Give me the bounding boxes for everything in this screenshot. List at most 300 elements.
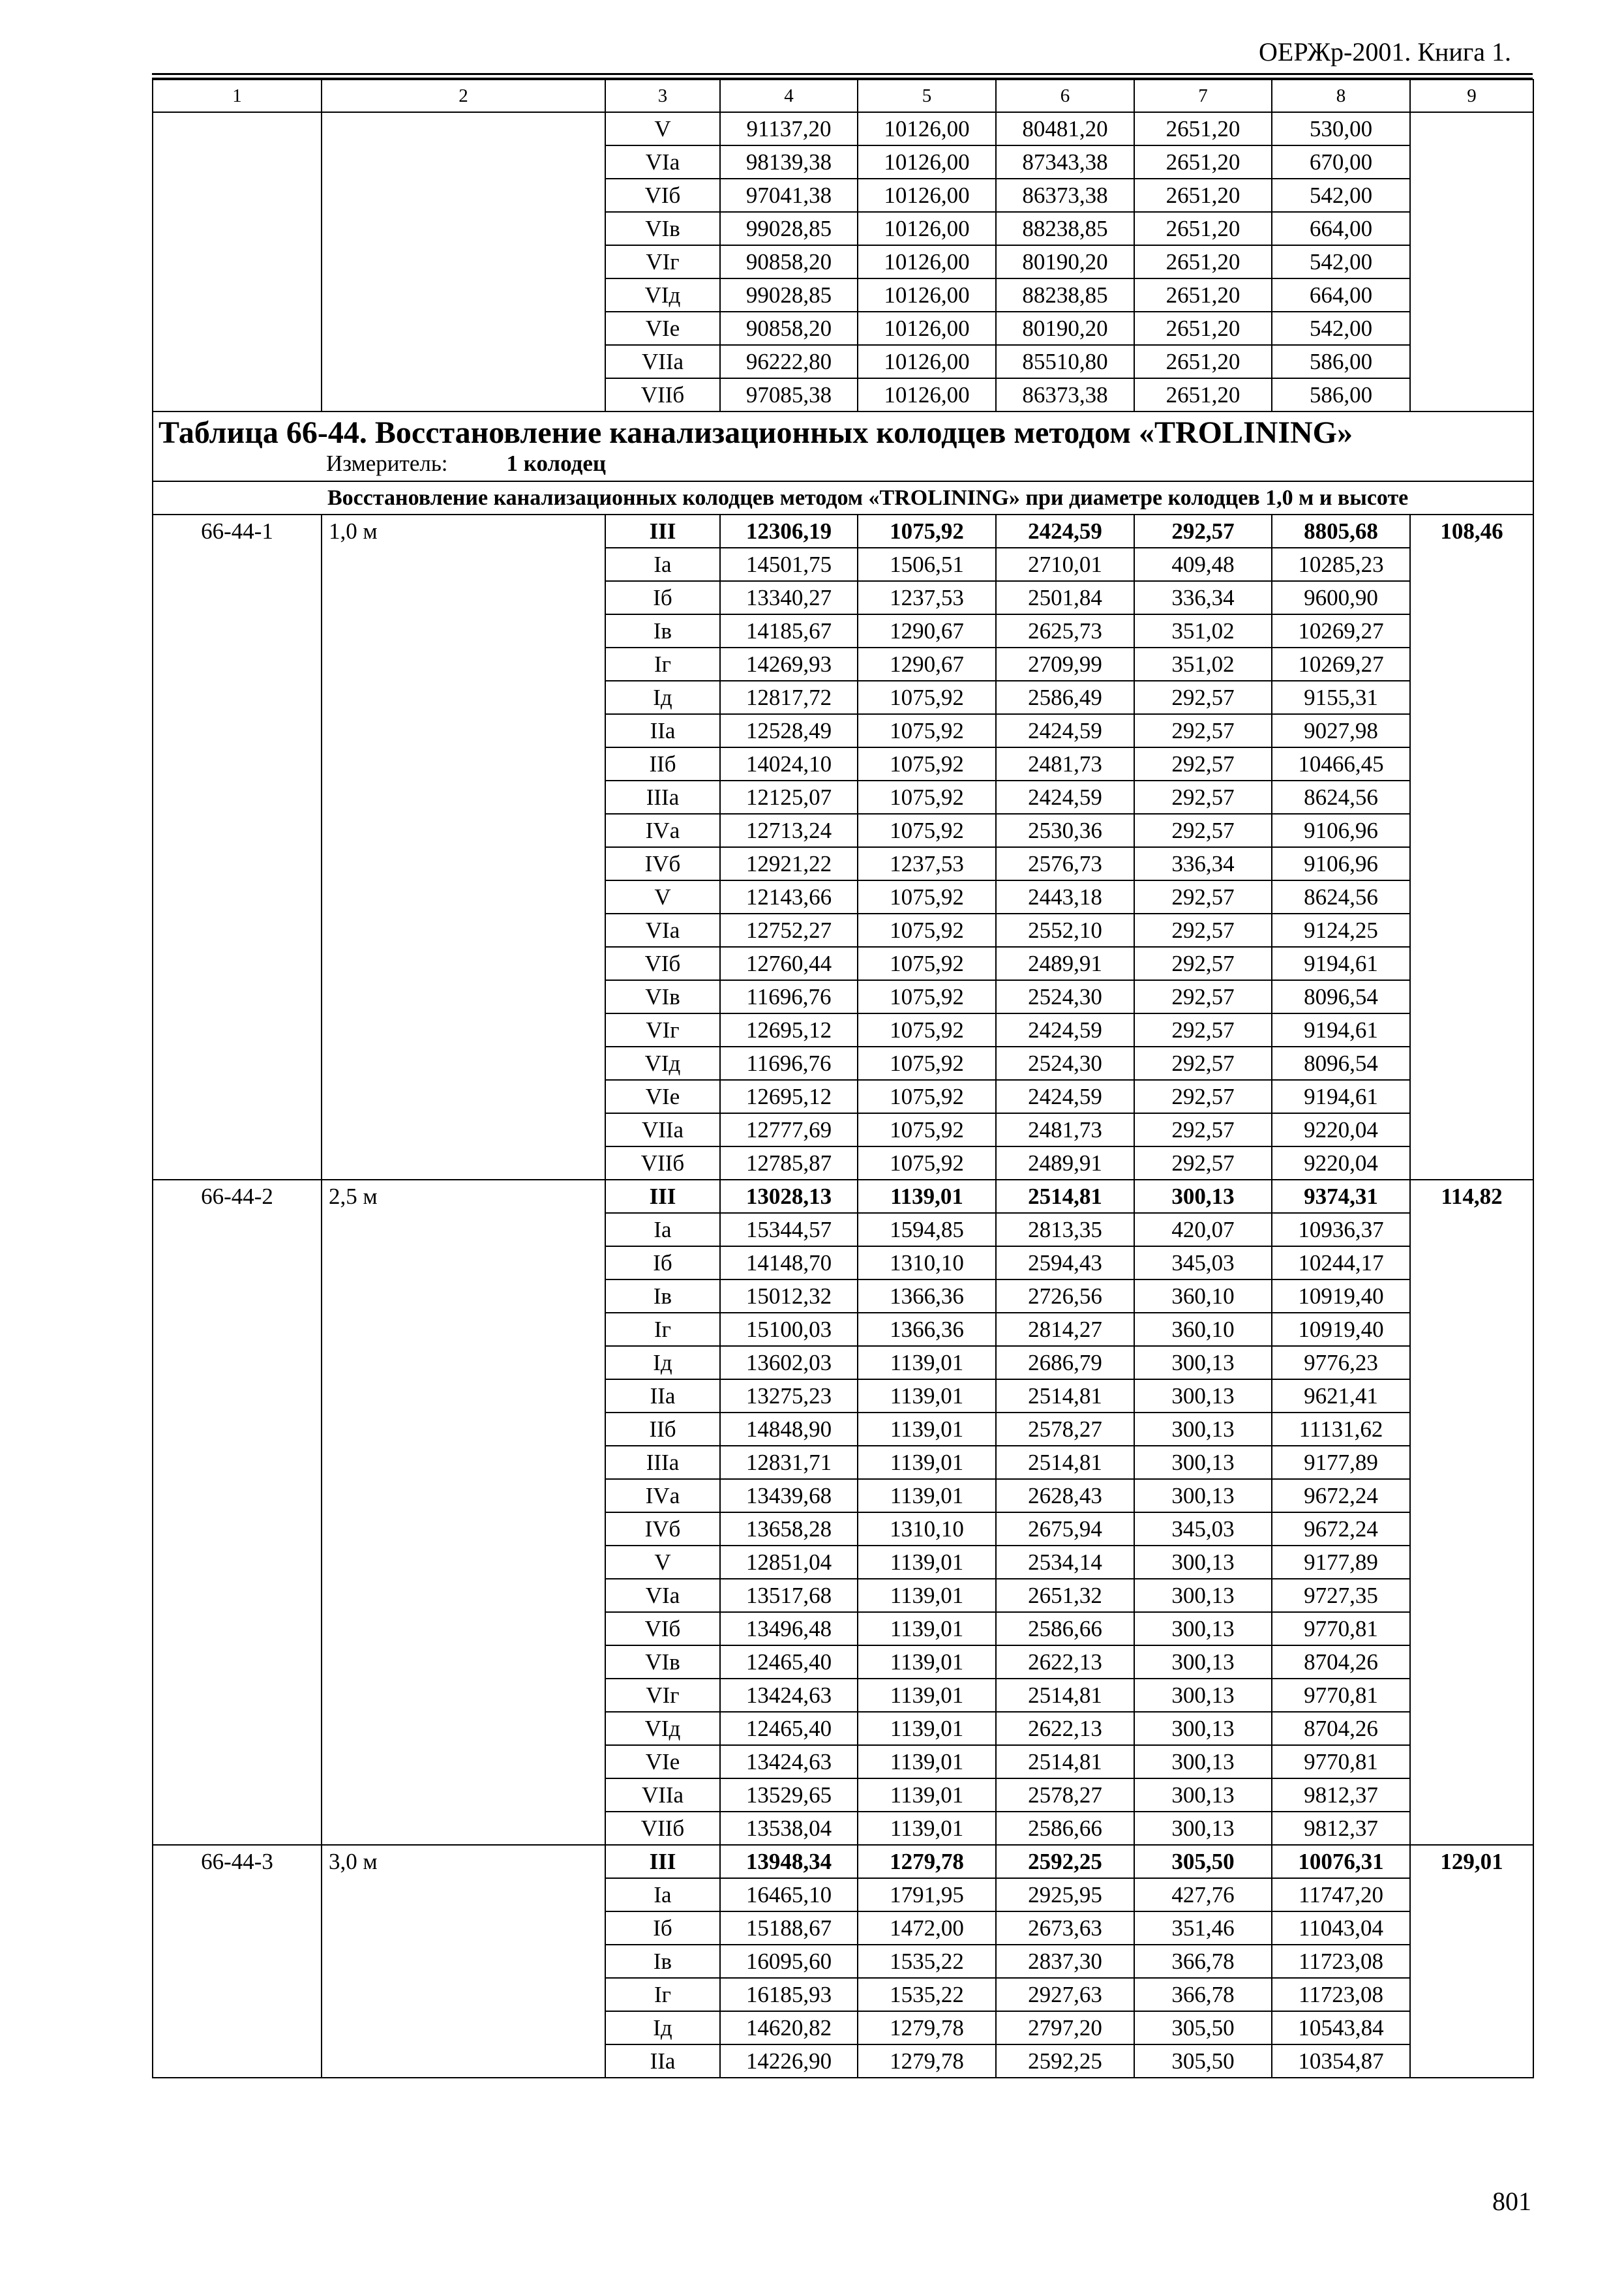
table-cell: 2424,59: [996, 1080, 1134, 1113]
unit-label: Измеритель:: [326, 451, 448, 476]
column-number: 1: [153, 80, 322, 112]
table-cell: 9177,89: [1272, 1446, 1410, 1479]
table-cell: 1506,51: [858, 548, 996, 581]
table-cell: VIIб: [605, 1146, 720, 1180]
table-cell: 80190,20: [996, 312, 1134, 345]
table-row: [153, 1845, 1533, 1878]
table-cell: 10126,00: [858, 145, 996, 179]
table-cell: VIд: [605, 1712, 720, 1745]
book-header: ОЕРЖр-2001. Книга 1.: [1259, 37, 1511, 67]
table-cell: 13424,63: [720, 1745, 858, 1778]
table-cell: VIIб: [605, 378, 720, 411]
column-number: 5: [858, 80, 996, 112]
table-cell: 427,76: [1134, 1878, 1272, 1911]
table-cell: VIг: [605, 1013, 720, 1047]
table-cell: 292,57: [1134, 980, 1272, 1013]
table-cell: 1472,00: [858, 1911, 996, 1945]
table-cell: 300,13: [1134, 1479, 1272, 1512]
table-cell: 1139,01: [858, 1679, 996, 1712]
table-cell: VIб: [605, 179, 720, 212]
table-cell: 8704,26: [1272, 1645, 1410, 1679]
unit-line: [158, 451, 1527, 481]
table-cell: VIе: [605, 312, 720, 345]
table-cell: 12143,66: [720, 880, 858, 914]
table-cell: 9776,23: [1272, 1346, 1410, 1379]
table-cell: 1139,01: [858, 1612, 996, 1645]
table-cell: 336,34: [1134, 847, 1272, 880]
table-cell: 12777,69: [720, 1113, 858, 1146]
table-cell: 2673,63: [996, 1911, 1134, 1945]
table-cell: 1075,92: [858, 814, 996, 847]
table-cell: 2651,20: [1134, 212, 1272, 245]
table-cell: 12306,19: [720, 515, 858, 548]
table-cell: 15012,32: [720, 1279, 858, 1313]
table-cell: 13275,23: [720, 1379, 858, 1413]
table-cell: 12713,24: [720, 814, 858, 847]
table-cell: 1075,92: [858, 1146, 996, 1180]
table-cell: 16465,10: [720, 1878, 858, 1911]
table-cell: 300,13: [1134, 1546, 1272, 1579]
table-cell: 2726,56: [996, 1279, 1134, 1313]
table-cell: 530,00: [1272, 112, 1410, 145]
table-cell: 664,00: [1272, 278, 1410, 312]
table-cell: 11723,08: [1272, 1978, 1410, 2011]
table-cell: 11131,62: [1272, 1413, 1410, 1446]
table-cell: 366,78: [1134, 1945, 1272, 1978]
table-cell: 9194,61: [1272, 1013, 1410, 1047]
item-code: 66-44-2: [153, 1180, 322, 1845]
table-cell: 2651,20: [1134, 145, 1272, 179]
table-cell: 13424,63: [720, 1679, 858, 1712]
param-cell: [322, 112, 605, 411]
table-cell: 542,00: [1272, 179, 1410, 212]
table-cell: 2651,20: [1134, 245, 1272, 278]
table-cell: 2489,91: [996, 1146, 1134, 1180]
table-cell: 11747,20: [1272, 1878, 1410, 1911]
table-cell: 14024,10: [720, 747, 858, 781]
table-cell: 2686,79: [996, 1346, 1134, 1379]
table-cell: VIе: [605, 1745, 720, 1778]
table-cell: 351,02: [1134, 648, 1272, 681]
table-cell: 2424,59: [996, 515, 1134, 548]
table-cell: 9155,31: [1272, 681, 1410, 714]
table-cell: 292,57: [1134, 747, 1272, 781]
table-cell: 305,50: [1134, 2011, 1272, 2044]
table-cell: 292,57: [1134, 681, 1272, 714]
table-cell: 12921,22: [720, 847, 858, 880]
table-subheading: Восстановление канализационных колодцев методом «TROLINING» при диаметре колодцев 1,0 м и высоте: [153, 481, 1533, 515]
table-cell: 1139,01: [858, 1446, 996, 1479]
table-cell: 12785,87: [720, 1146, 858, 1180]
title-cell: [153, 411, 1533, 481]
table-cell: 15188,67: [720, 1911, 858, 1945]
table-cell: 9027,98: [1272, 714, 1410, 747]
table-cell: 2534,14: [996, 1546, 1134, 1579]
table-cell: 97041,38: [720, 179, 858, 212]
table-cell: IIб: [605, 1413, 720, 1446]
table-cell: 10076,31: [1272, 1845, 1410, 1878]
table-cell: 85510,80: [996, 345, 1134, 378]
table-cell: 12695,12: [720, 1013, 858, 1047]
table-cell: VIв: [605, 980, 720, 1013]
table-cell: 9374,31: [1272, 1180, 1410, 1213]
table-cell: 300,13: [1134, 1679, 1272, 1712]
table-cell: 1139,01: [858, 1180, 996, 1213]
column-number: 9: [1410, 80, 1533, 112]
table-cell: 9220,04: [1272, 1113, 1410, 1146]
table-cell: 292,57: [1134, 947, 1272, 980]
table-cell: IIа: [605, 1379, 720, 1413]
table-cell: IVб: [605, 847, 720, 880]
table-cell: 15344,57: [720, 1213, 858, 1246]
table-cell: 345,03: [1134, 1246, 1272, 1279]
table-cell: 2514,81: [996, 1379, 1134, 1413]
table-cell: 9124,25: [1272, 914, 1410, 947]
rates-table: [152, 79, 1534, 2078]
table-cell: 11696,76: [720, 1047, 858, 1080]
unit-value: 1 колодец: [506, 451, 607, 476]
table-cell: 2651,20: [1134, 278, 1272, 312]
table-cell: 8096,54: [1272, 980, 1410, 1013]
table-cell: 300,13: [1134, 1778, 1272, 1812]
table-row: [153, 1180, 1533, 1213]
table-cell: V: [605, 1546, 720, 1579]
table-cell: 97085,38: [720, 378, 858, 411]
table-cell: 12831,71: [720, 1446, 858, 1479]
table-cell: 1075,92: [858, 781, 996, 814]
table-cell: Iд: [605, 1346, 720, 1379]
table-cell: Iб: [605, 1246, 720, 1279]
table-cell: 16095,60: [720, 1945, 858, 1978]
table-cell: 2837,30: [996, 1945, 1134, 1978]
table-cell: 9194,61: [1272, 947, 1410, 980]
table-cell: IVб: [605, 1512, 720, 1546]
item-height: 2,5 м: [322, 1180, 605, 1845]
table-cell: 10126,00: [858, 179, 996, 212]
table-cell: IVа: [605, 1479, 720, 1512]
table-cell: 1366,36: [858, 1313, 996, 1346]
table-cell: Iа: [605, 1213, 720, 1246]
table-cell: 2424,59: [996, 781, 1134, 814]
table-cell: 300,13: [1134, 1379, 1272, 1413]
table-cell: 10244,17: [1272, 1246, 1410, 1279]
table-cell: 86373,38: [996, 378, 1134, 411]
table-title: Таблица 66-44. Восстановление канализационных колодцев методом «TROLINING»: [158, 415, 1353, 450]
table-cell: 300,13: [1134, 1645, 1272, 1679]
table-cell: 1237,53: [858, 581, 996, 614]
table-cell: 1075,92: [858, 880, 996, 914]
table-cell: 8805,68: [1272, 515, 1410, 548]
table-cell: V: [605, 112, 720, 145]
table-cell: 9600,90: [1272, 581, 1410, 614]
table-cell: 292,57: [1134, 781, 1272, 814]
table-cell: 96222,80: [720, 345, 858, 378]
table-cell: 420,07: [1134, 1213, 1272, 1246]
table-cell: 1075,92: [858, 1047, 996, 1080]
table-cell: 1139,01: [858, 1546, 996, 1579]
table-cell: 88238,85: [996, 212, 1134, 245]
table-row: [153, 112, 1533, 145]
table-cell: 2625,73: [996, 614, 1134, 648]
table-cell: 12465,40: [720, 1712, 858, 1745]
table-cell: 13658,28: [720, 1512, 858, 1546]
table-cell: 14848,90: [720, 1413, 858, 1446]
table-cell: 13538,04: [720, 1812, 858, 1845]
table-cell: Iд: [605, 2011, 720, 2044]
table-cell: 351,46: [1134, 1911, 1272, 1945]
table-cell: 2797,20: [996, 2011, 1134, 2044]
table-cell: 1139,01: [858, 1479, 996, 1512]
item-code: 66-44-3: [153, 1845, 322, 2078]
table-cell: 2514,81: [996, 1745, 1134, 1778]
title-row: [153, 411, 1533, 481]
table-cell: 300,13: [1134, 1712, 1272, 1745]
table-cell: 300,13: [1134, 1579, 1272, 1612]
table-cell: 10126,00: [858, 278, 996, 312]
table-cell: 86373,38: [996, 179, 1134, 212]
table-cell: 1139,01: [858, 1579, 996, 1612]
page-number: 801: [1492, 2187, 1531, 2216]
table-cell: 10269,27: [1272, 614, 1410, 648]
table-cell: VIд: [605, 278, 720, 312]
table-cell: 14185,67: [720, 614, 858, 648]
table-cell: 10126,00: [858, 345, 996, 378]
table-cell: 10126,00: [858, 378, 996, 411]
header-rule: [152, 73, 1533, 75]
table-cell: VIIа: [605, 1778, 720, 1812]
table-cell: 360,10: [1134, 1279, 1272, 1313]
table-cell: Iб: [605, 581, 720, 614]
table-cell: 300,13: [1134, 1812, 1272, 1845]
table-cell: 1075,92: [858, 980, 996, 1013]
table-cell: 2592,25: [996, 1845, 1134, 1878]
table-cell: 305,50: [1134, 2044, 1272, 2078]
table-cell: 13439,68: [720, 1479, 858, 1512]
table-cell: 1279,78: [858, 1845, 996, 1878]
table-cell: 1279,78: [858, 2044, 996, 2078]
table-cell: 8096,54: [1272, 1047, 1410, 1080]
table-cell: 2481,73: [996, 747, 1134, 781]
table-cell: 11696,76: [720, 980, 858, 1013]
table-cell: VIг: [605, 245, 720, 278]
table-cell: VIIа: [605, 345, 720, 378]
table-cell: 1075,92: [858, 947, 996, 980]
table-cell: 292,57: [1134, 714, 1272, 747]
table-cell: 12528,49: [720, 714, 858, 747]
table-cell: 300,13: [1134, 1413, 1272, 1446]
table-cell: 2651,20: [1134, 112, 1272, 145]
table-cell: 10354,87: [1272, 2044, 1410, 2078]
table-cell: 9770,81: [1272, 1679, 1410, 1712]
table-cell: 1139,01: [858, 1812, 996, 1845]
column-numbers-row: [153, 80, 1533, 112]
table-cell: 11723,08: [1272, 1945, 1410, 1978]
table-cell: 12851,04: [720, 1546, 858, 1579]
table-cell: 670,00: [1272, 145, 1410, 179]
table-cell: IIб: [605, 747, 720, 781]
table-cell: 2586,66: [996, 1612, 1134, 1645]
table-cell: 2622,13: [996, 1712, 1134, 1745]
table-cell: 2675,94: [996, 1512, 1134, 1546]
table-cell: 1310,10: [858, 1246, 996, 1279]
table-cell: 2651,20: [1134, 312, 1272, 345]
table-cell: 9770,81: [1272, 1745, 1410, 1778]
table-cell: 292,57: [1134, 880, 1272, 914]
table-cell: 13517,68: [720, 1579, 858, 1612]
table-cell: 1139,01: [858, 1778, 996, 1812]
item-last-value: 108,46: [1410, 515, 1533, 1180]
table-cell: 292,57: [1134, 515, 1272, 548]
table-cell: 1791,95: [858, 1878, 996, 1911]
table-cell: IVа: [605, 814, 720, 847]
table-cell: 1139,01: [858, 1413, 996, 1446]
column-number: 7: [1134, 80, 1272, 112]
table-cell: 1075,92: [858, 747, 996, 781]
table-cell: 366,78: [1134, 1978, 1272, 2011]
table-cell: 292,57: [1134, 1146, 1272, 1180]
table-cell: 292,57: [1134, 1047, 1272, 1080]
table-cell: 13602,03: [720, 1346, 858, 1379]
table-cell: VIа: [605, 1579, 720, 1612]
table-cell: 9770,81: [1272, 1612, 1410, 1645]
table-cell: 586,00: [1272, 345, 1410, 378]
code-cell: [153, 112, 322, 411]
table-cell: 1075,92: [858, 914, 996, 947]
table-cell: 2578,27: [996, 1413, 1134, 1446]
column-number: 8: [1272, 80, 1410, 112]
table-cell: 1535,22: [858, 1978, 996, 2011]
table-cell: 542,00: [1272, 312, 1410, 345]
table-cell: 2628,43: [996, 1479, 1134, 1512]
table-cell: 2501,84: [996, 581, 1134, 614]
table-cell: 10543,84: [1272, 2011, 1410, 2044]
table-cell: 9812,37: [1272, 1778, 1410, 1812]
table-cell: 1075,92: [858, 515, 996, 548]
table-cell: 2813,35: [996, 1213, 1134, 1246]
table-cell: 300,13: [1134, 1446, 1272, 1479]
table-cell: 664,00: [1272, 212, 1410, 245]
table-cell: 10936,37: [1272, 1213, 1410, 1246]
table-cell: 9672,24: [1272, 1479, 1410, 1512]
table-cell: VIа: [605, 145, 720, 179]
table-cell: 300,13: [1134, 1745, 1272, 1778]
table-cell: 2576,73: [996, 847, 1134, 880]
table-cell: 292,57: [1134, 814, 1272, 847]
table-cell: 13948,34: [720, 1845, 858, 1878]
table-cell: 336,34: [1134, 581, 1272, 614]
table-cell: 1139,01: [858, 1712, 996, 1745]
table-cell: 292,57: [1134, 914, 1272, 947]
table-cell: 2424,59: [996, 1013, 1134, 1047]
table-cell: 11043,04: [1272, 1911, 1410, 1945]
table-cell: VIг: [605, 1679, 720, 1712]
table-cell: 1139,01: [858, 1745, 996, 1778]
table-cell: 360,10: [1134, 1313, 1272, 1346]
table-cell: 2481,73: [996, 1113, 1134, 1146]
table-cell: 2622,13: [996, 1645, 1134, 1679]
table-cell: 1139,01: [858, 1346, 996, 1379]
table-cell: 2651,20: [1134, 345, 1272, 378]
table-cell: VIа: [605, 914, 720, 947]
table-cell: 8624,56: [1272, 781, 1410, 814]
table-cell: 345,03: [1134, 1512, 1272, 1546]
table-cell: V: [605, 880, 720, 914]
table-cell: 1290,67: [858, 614, 996, 648]
table-cell: Iд: [605, 681, 720, 714]
table-cell: 1139,01: [858, 1645, 996, 1679]
table-cell: 1290,67: [858, 648, 996, 681]
table-cell: 351,02: [1134, 614, 1272, 648]
table-cell: Iа: [605, 1878, 720, 1911]
table-cell: VIIа: [605, 1113, 720, 1146]
table-cell: 99028,85: [720, 278, 858, 312]
table-cell: 2514,81: [996, 1180, 1134, 1213]
table-cell: Iв: [605, 1945, 720, 1978]
table-cell: 2514,81: [996, 1679, 1134, 1712]
table-cell: 13340,27: [720, 581, 858, 614]
table-cell: 292,57: [1134, 1113, 1272, 1146]
table-cell: 2424,59: [996, 714, 1134, 747]
table-cell: 2524,30: [996, 1047, 1134, 1080]
table-cell: 9106,96: [1272, 847, 1410, 880]
value-cell: [1410, 112, 1533, 411]
table-cell: 9177,89: [1272, 1546, 1410, 1579]
table-cell: 542,00: [1272, 245, 1410, 278]
table-cell: VIд: [605, 1047, 720, 1080]
table-cell: 2925,95: [996, 1878, 1134, 1911]
table-cell: 1237,53: [858, 847, 996, 880]
table-cell: 14269,93: [720, 648, 858, 681]
table-cell: 10126,00: [858, 312, 996, 345]
table-cell: 13529,65: [720, 1778, 858, 1812]
table-cell: 1075,92: [858, 1080, 996, 1113]
table-cell: 9812,37: [1272, 1812, 1410, 1845]
table-cell: 98139,38: [720, 145, 858, 179]
table-cell: VIб: [605, 947, 720, 980]
subheading-row: [153, 481, 1533, 515]
item-height: 1,0 м: [322, 515, 605, 1180]
table-cell: 8704,26: [1272, 1712, 1410, 1745]
table-cell: 1535,22: [858, 1945, 996, 1978]
item-last-value: 114,82: [1410, 1180, 1533, 1845]
table-cell: 12465,40: [720, 1645, 858, 1679]
table-cell: Iг: [605, 1313, 720, 1346]
table-cell: 300,13: [1134, 1612, 1272, 1645]
table-cell: VIе: [605, 1080, 720, 1113]
table-cell: 2710,01: [996, 548, 1134, 581]
table-cell: 9220,04: [1272, 1146, 1410, 1180]
table-cell: 8624,56: [1272, 880, 1410, 914]
item-last-value: 129,01: [1410, 1845, 1533, 2078]
table-cell: 10126,00: [858, 212, 996, 245]
table-cell: 10269,27: [1272, 648, 1410, 681]
table-cell: 2814,27: [996, 1313, 1134, 1346]
table-cell: 1366,36: [858, 1279, 996, 1313]
table-cell: 2651,20: [1134, 378, 1272, 411]
table-cell: 2592,25: [996, 2044, 1134, 2078]
item-height: 3,0 м: [322, 1845, 605, 2078]
table-cell: 9727,35: [1272, 1579, 1410, 1612]
table-cell: 300,13: [1134, 1180, 1272, 1213]
table-cell: 12817,72: [720, 681, 858, 714]
table-cell: 2586,49: [996, 681, 1134, 714]
table-cell: 1139,01: [858, 1379, 996, 1413]
table-cell: 2651,32: [996, 1579, 1134, 1612]
table-cell: 12125,07: [720, 781, 858, 814]
column-number: 4: [720, 80, 858, 112]
table-cell: 88238,85: [996, 278, 1134, 312]
column-number: 3: [605, 80, 720, 112]
